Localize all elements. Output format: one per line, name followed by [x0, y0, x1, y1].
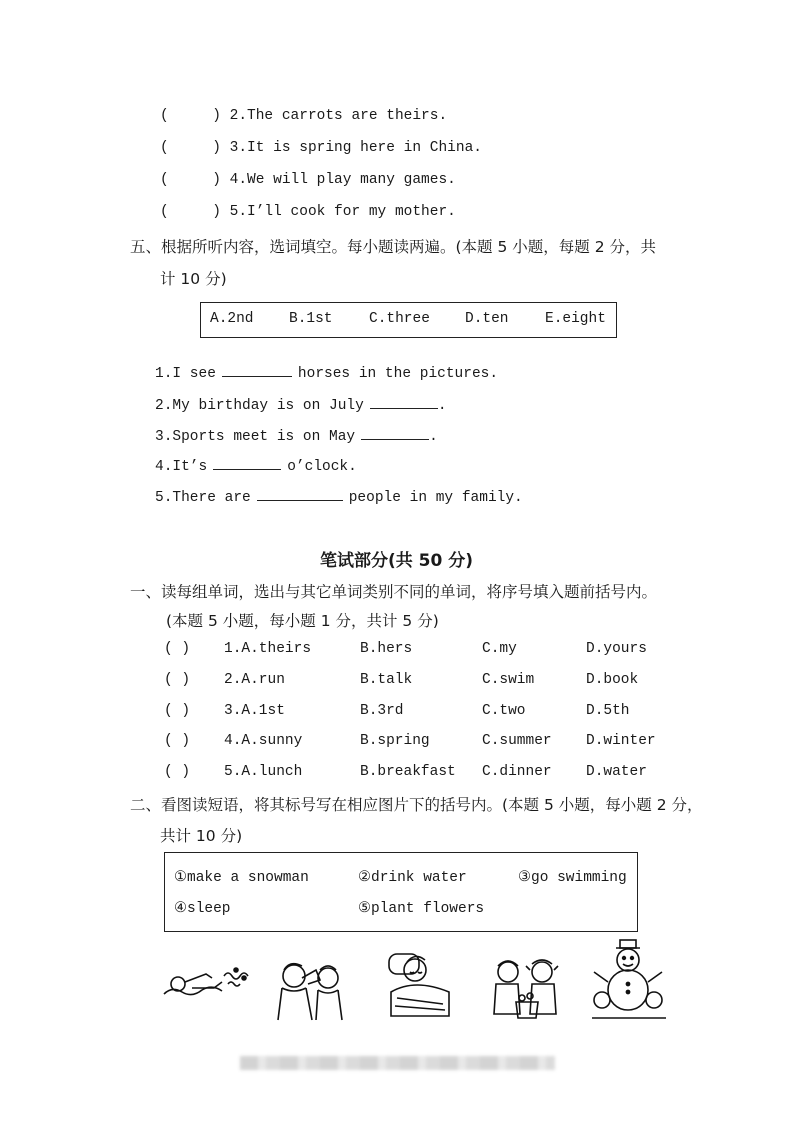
q1-option-c: C.two [482, 703, 526, 719]
tf-item [160, 140, 482, 156]
fill-item [155, 396, 447, 414]
word-option: A.2nd [210, 311, 254, 327]
q1-option-b: B.breakfast [360, 764, 456, 780]
q1-option-a: 4.A.sunny [224, 733, 303, 749]
answer-blank[interactable] [370, 396, 438, 409]
q2-title-line1: 二、看图读短语，将其标号写在相应图片下的括号内。(本题 5 小题，每小题 2 分， [130, 796, 703, 814]
tf-item [160, 204, 456, 220]
fill-after: horses in the pictures. [297, 366, 499, 382]
q1-option-b: B.talk [360, 672, 413, 688]
section5-title-line2: 计 10 分) [160, 270, 227, 288]
fill-before: 2.My birthday is on July [155, 398, 364, 414]
fill-after: people in my family. [348, 490, 523, 506]
answer-blank[interactable] [213, 457, 281, 470]
phrase-option: ③go swimming [518, 870, 627, 886]
tf-text: 5.I’ll cook for my mother. [229, 204, 456, 220]
answer-paren[interactable]: ( ) [160, 108, 221, 124]
word-option: D.ten [465, 311, 509, 327]
q1-title-line1: 一、读每组单词，选出与其它单词类别不同的单词，将序号填入题前括号内。 [130, 583, 658, 601]
answer-paren[interactable]: ( ) [160, 204, 221, 220]
answer-blank[interactable] [257, 488, 343, 501]
tf-text: 4.We will play many games. [229, 172, 456, 188]
tf-item [160, 108, 447, 124]
phrase-option: ②drink water [358, 870, 467, 886]
answer-blank[interactable] [222, 364, 292, 377]
q1-paren[interactable]: ( ) [164, 733, 191, 749]
q1-option-c: C.summer [482, 733, 552, 749]
word-option: C.three [369, 311, 430, 327]
q1-option-a: 5.A.lunch [224, 764, 303, 780]
q1-option-c: C.dinner [482, 764, 552, 780]
q1-option-d: D.5th [586, 703, 630, 719]
tf-text: 3.It is spring here in China. [229, 140, 482, 156]
fill-after: o’clock. [287, 459, 357, 475]
q1-option-c: C.swim [482, 672, 535, 688]
fill-item [155, 427, 438, 445]
fill-before: 5.There are [155, 490, 251, 506]
answer-blank[interactable] [361, 427, 429, 440]
q1-option-d: D.water [586, 764, 647, 780]
section5-title-line1: 五、根据所听内容，选词填空。每小题读两遍。(本题 5 小题，每题 2 分，共 [130, 238, 656, 256]
q1-option-d: D.winter [586, 733, 656, 749]
q1-paren[interactable]: ( ) [164, 672, 191, 688]
q1-title-line2: (本题 5 小题，每小题 1 分，共计 5 分) [166, 612, 439, 630]
fill-item [155, 457, 357, 475]
answer-paren[interactable]: ( ) [160, 140, 221, 156]
sleeping-picture [385, 948, 455, 1020]
q1-option-a: 2.A.run [224, 672, 285, 688]
q1-option-b: B.hers [360, 641, 413, 657]
q1-option-a: 3.A.1st [224, 703, 285, 719]
blurred-footer [240, 1056, 555, 1070]
phrase-option: ④sleep [174, 901, 231, 917]
fill-item [155, 364, 498, 382]
fill-before: 1.I see [155, 366, 216, 382]
q1-option-b: B.spring [360, 733, 430, 749]
written-part-heading: 笔试部分(共 50 分) [319, 551, 474, 571]
tf-item [160, 172, 456, 188]
q1-option-b: B.3rd [360, 703, 404, 719]
planting-flowers-picture [490, 956, 564, 1022]
word-option: E.eight [545, 311, 606, 327]
snowman-picture [590, 938, 668, 1024]
q1-paren[interactable]: ( ) [164, 703, 191, 719]
q1-option-d: D.book [586, 672, 639, 688]
fill-after: . [429, 429, 438, 445]
q1-option-c: C.my [482, 641, 517, 657]
q1-paren[interactable]: ( ) [164, 764, 191, 780]
word-bank-box [200, 302, 617, 338]
q1-option-d: D.yours [586, 641, 647, 657]
word-option: B.1st [289, 311, 333, 327]
fill-before: 4.It’s [155, 459, 208, 475]
drinking-water-picture [272, 958, 350, 1024]
phrase-option: ①make a snowman [174, 870, 309, 886]
phrase-option: ⑤plant flowers [358, 901, 485, 917]
answer-paren[interactable]: ( ) [160, 172, 221, 188]
fill-after: . [437, 398, 447, 414]
phrase-bank-box [164, 852, 638, 932]
q1-paren[interactable]: ( ) [164, 641, 191, 657]
q1-option-a: 1.A.theirs [224, 641, 312, 657]
fill-before: 3.Sports meet is on May [155, 429, 356, 445]
q2-title-line2: 共计 10 分) [160, 827, 243, 845]
tf-text: 2.The carrots are theirs. [229, 108, 448, 124]
swimming-picture [162, 958, 254, 1020]
fill-item [155, 488, 523, 506]
